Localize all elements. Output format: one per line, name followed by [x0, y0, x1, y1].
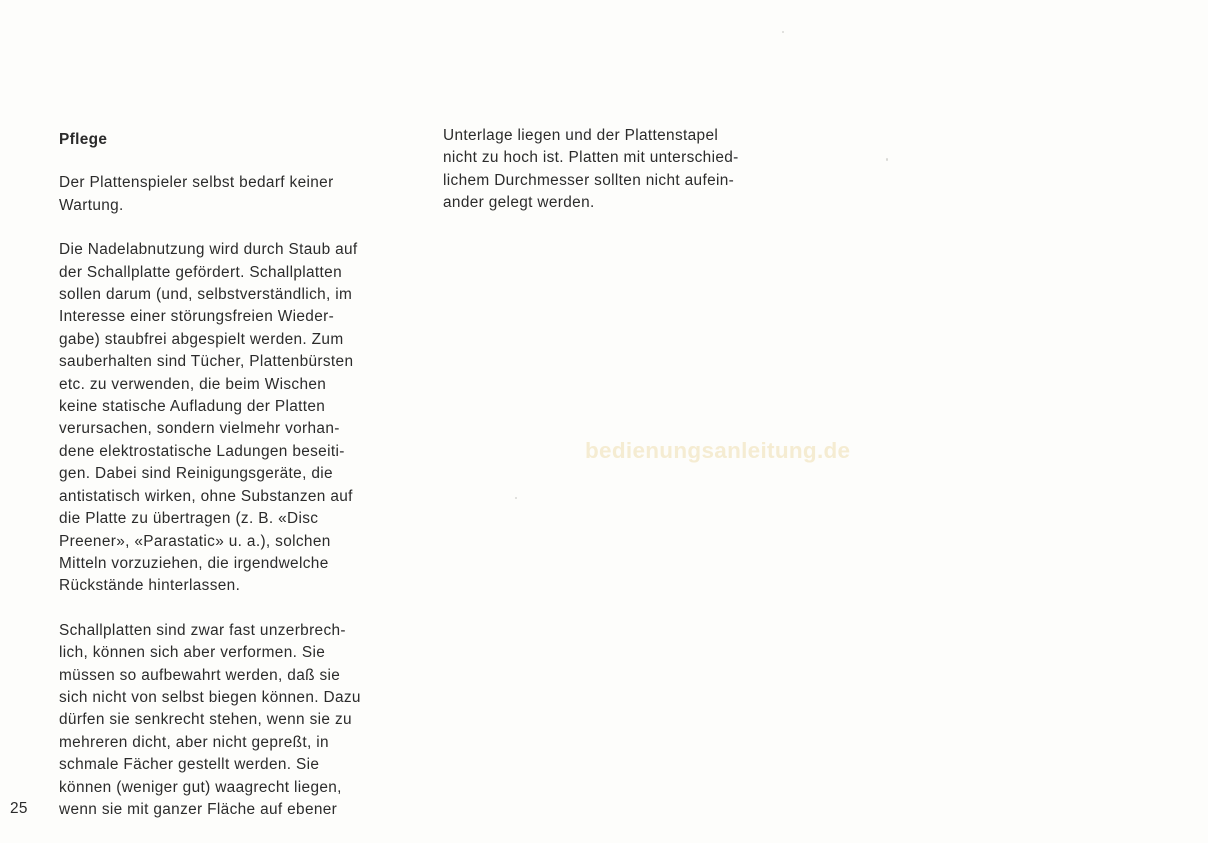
text-line: etc. zu verwenden, die beim Wischen	[59, 375, 327, 393]
watermark-text: bedienungsanleitung.de	[585, 438, 851, 463]
text-line: Die Nadelabnutzung wird durch Staub auf	[59, 241, 358, 259]
text-line: die Platte zu übertragen (z. B. «Disc	[59, 510, 319, 528]
text-line: sauberhalten sind Tücher, Plattenbürsten	[59, 353, 354, 371]
text-line: können (weniger gut) waagrecht liegen,	[59, 778, 342, 796]
text-line: schmale Fächer gestellt werden. Sie	[59, 756, 320, 774]
text-line: wenn sie mit ganzer Fläche auf ebener	[59, 800, 338, 818]
text-line: Interesse einer störungsfreien Wieder-	[59, 308, 335, 326]
text-line: mehreren dicht, aber nicht gepreßt, in	[59, 733, 329, 751]
scan-speck	[782, 31, 784, 33]
text-line: Unterlage liegen und der Plattenstapel	[443, 127, 719, 144]
text-line: sich nicht von selbst biegen können. Dazu	[59, 688, 361, 706]
text-line: lichem Durchmesser sollten nicht aufein-	[443, 171, 735, 189]
text-line: antistatisch wirken, ohne Substanzen auf	[59, 487, 353, 505]
text-line: Wartung.	[59, 196, 124, 214]
text-line: verursachen, sondern vielmehr vorhan-	[59, 420, 340, 438]
text-line: Der Plattenspieler selbst bedarf keiner	[59, 174, 334, 192]
paragraph-record-storage-continued	[443, 125, 803, 215]
text-line: müssen so aufbewahrt werden, daß sie	[59, 666, 341, 684]
text-line: der Schallplatte gefördert. Schallplatten	[59, 263, 342, 281]
text-line: dene elektrostatische Ladungen beseiti-	[59, 442, 345, 460]
text-line: Mitteln vorzuziehen, die irgendwelche	[59, 554, 329, 572]
text-line: sollen darum (und, selbstverständlich, im	[59, 286, 353, 304]
text-line: gen. Dabei sind Reinigungsgeräte, die	[59, 465, 333, 483]
paragraph-record-storage	[59, 620, 419, 822]
text-line: Preener», «Parastatic» u. a.), solchen	[59, 532, 331, 550]
text-line: lich, können sich aber verformen. Sie	[59, 644, 326, 662]
text-line: keine statische Aufladung der Platten	[59, 398, 326, 416]
paragraph-dust-cleaning	[59, 239, 419, 598]
paragraph-maintenance	[59, 172, 419, 217]
left-column	[59, 129, 419, 843]
text-line: gabe) staubfrei abgespielt werden. Zum	[59, 330, 344, 348]
text-line: ander gelegt werden.	[443, 194, 595, 212]
text-line: Schallplatten sind zwar fast unzerbrech-	[59, 621, 346, 639]
scan-speck	[886, 158, 888, 161]
page-number: 25	[10, 800, 28, 817]
scan-speck	[515, 497, 517, 499]
text-line: nicht zu hoch ist. Platten mit unterschied-	[443, 149, 739, 167]
text-line: Rückstände hinterlassen.	[59, 577, 241, 595]
right-column	[443, 125, 803, 237]
text-line: dürfen sie senkrecht stehen, wenn sie zu	[59, 711, 352, 729]
section-heading: Pflege	[59, 131, 108, 148]
